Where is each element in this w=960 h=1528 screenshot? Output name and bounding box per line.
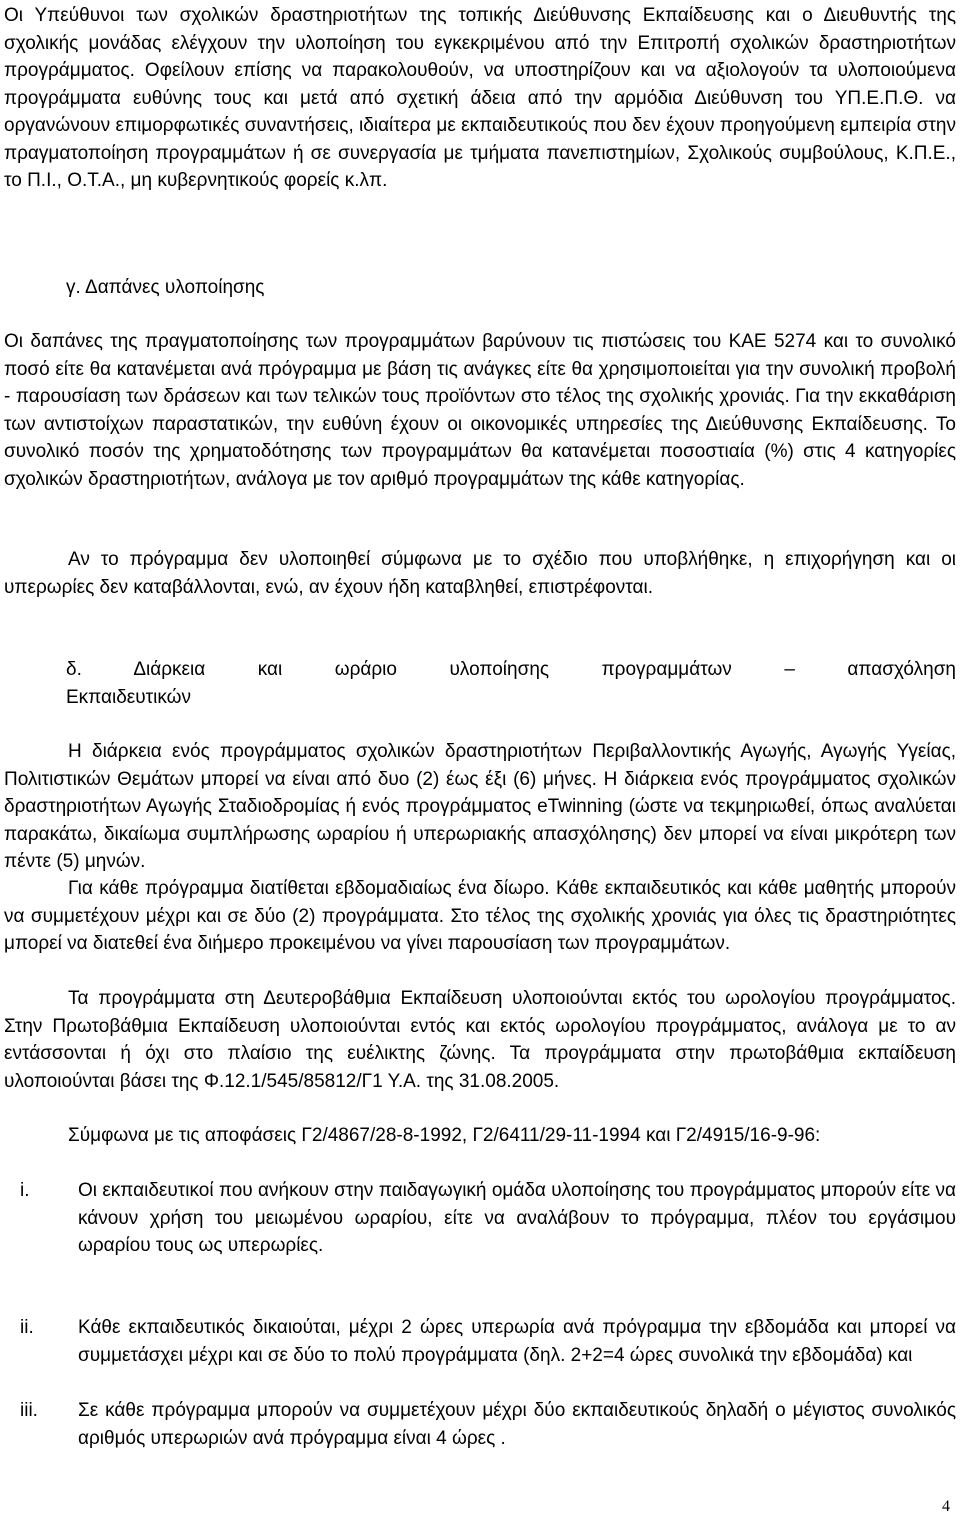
paragraph-expenses: Οι δαπάνες της πραγματοποίησης των προγραμμάτων βαρύνουν τις πιστώσεις του ΚΑΕ 5274 και το συνολικό ποσό είτε θα κατανέμεται ανά πρόγραμμα με βάση τις ανάγκες είτε θα χρησιμοποιείται για την συνολική προβολή - παρουσίαση των δράσεων και των τελικών τους προϊόντων στο τέλος της σχολικής χρονιάς. Για την εκκαθάριση των αντιστοίχων παραστατικών, την ευθύνη έχουν οι οικονομικές υπηρεσίες της Διεύθυνσης Εκπαίδευσης. Το συνολικό ποσόν της χρηματοδότησης των προγραμμάτων θα κατανέμεται ποσοστιαία (%) στις 4 κατηγορίες σχολικών δραστηριοτήτων, ανάλογα με τον αριθμό προγραμμάτων της κάθε κατηγορίας.	[4, 331, 956, 490]
paragraph-decisions: Σύμφωνα με τις αποφάσεις Γ2/4867/28-8-1992, Γ2/6411/29-11-1994 και Γ2/4915/16-9-96:	[68, 1125, 821, 1146]
list-item-number: iii.	[20, 1400, 38, 1421]
paragraph-supervisors: Οι Υπεύθυνοι των σχολικών δραστηριοτήτων της τοπικής Διεύθυνσης Εκπαίδευσης και ο Διευθυντής της σχολικής μονάδας ελέγχουν την υλοποίηση του εγκεκριμένου από την Επιτροπή σχολικών δραστηριοτήτων προγράμματος. Οφείλουν επίσης να παρακολουθούν, να υποστηρίζουν και να αξιολογούν τα υλοποιούμενα προγράμματα ευθύνης τους και μετά από σχετική άδεια από την αρμόδια Διεύθυνση του ΥΠ.Ε.Π.Θ. να οργανώνουν επιμορφωτικές συναντήσεις, ιδιαίτερα με εκπαιδευτικούς που δεν έχουν προηγούμενη εμπειρία στην πραγματοποίηση προγραμμάτων ή σε συνεργασία με τμήματα πανεπιστημίων, Σχολικούς συμβούλους, Κ.Π.Ε., το Π.Ι., Ο.Τ.Α., μη κυβερνητικούς φορείς κ.λπ.	[4, 5, 956, 191]
list-item: Σε κάθε πρόγραμμα μπορούν να συμμετέχουν μέχρι δύο εκπαιδευτικούς δηλαδή ο μέγιστος συνολικός αριθμός υπερωριών ανά πρόγραμμα είναι 4 ώρες .	[78, 1400, 956, 1449]
paragraph-curriculum: Τα προγράμματα στη Δευτεροβάθμια Εκπαίδευση υλοποιούνται εκτός του ωρολογίου προγράμματος. Στην Πρωτοβάθμια Εκπαίδευση υλοποιούνται εντός και εκτός ωρολογίου προγράμματος, ανάλογα με το αν εντάσσονται ή όχι στο πλαίσιο της ευέλικτης ζώνης. Τα προγράμματα στην πρωτοβάθμια εκπαίδευση υλοποιούνται βάσει της Φ.12.1/545/85812/Γ1 Υ.Α. της 31.08.2005.	[4, 988, 956, 1092]
paragraph-weekly-hours: Για κάθε πρόγραμμα διατίθεται εβδομαδιαίως ένα δίωρο. Κάθε εκπαιδευτικός και κάθε μαθητής μπορούν να συμμετέχουν μέχρι και σε δύο (2) προγράμματα. Στο τέλος της σχολικής χρονιάς για όλες τις δραστηριότητες μπορεί να διατεθεί ένα διήμερο προκειμένου να γίνει παρουσίαση των προγραμμάτων.	[4, 878, 956, 954]
paragraph-refund: Αν το πρόγραμμα δεν υλοποιηθεί σύμφωνα με το σχέδιο που υποβλήθηκε, η επιχορήγηση και οι υπερωρίες δεν καταβάλλονται, ενώ, αν έχουν ήδη καταβληθεί, επιστρέφονται.	[4, 549, 956, 598]
list-item-number: i.	[20, 1180, 30, 1201]
heading-expenses: γ. Δαπάνες υλοποίησης	[66, 277, 265, 298]
paragraph-duration: Η διάρκεια ενός προγράμματος σχολικών δραστηριοτήτων Περιβαλλοντικής Αγωγής, Αγωγής Υγείας, Πολιτιστικών Θεμάτων μπορεί να είναι από δυο (2) έως έξι (6) μήνες. Η διάρκεια ενός προγράμματος σχολικών δραστηριοτήτων Αγωγής Σταδιοδρομίας ή ενός προγράμματος eTwinning (ώστε να τεκμηριωθεί, όπως αναλύεται παρακάτω, δικαίωμα συμπλήρωσης ωραρίου ή υπερωριακής απασχόλησης) δεν μπορεί να είναι μικρότερη των πέντε (5) μηνών.	[4, 741, 956, 872]
list-item-number: ii.	[20, 1317, 34, 1338]
page-number: 4	[942, 1498, 950, 1515]
heading-duration-line2: Εκπαιδευτικών	[66, 687, 191, 708]
heading-duration-line1: δ. Διάρκεια και ωράριο υλοποίησης προγραμμάτων – απασχόληση	[66, 659, 956, 680]
list-item: Οι εκπαιδευτικοί που ανήκουν στην παιδαγωγική ομάδα υλοποίησης του προγράμματος μπορούν είτε να κάνουν χρήση του μειωμένου ωραρίου, είτε να αναλάβουν το πρόγραμμα, πλέον του εργάσιμου ωραρίου τους ως υπερωρίες.	[78, 1180, 956, 1256]
list-item: Κάθε εκπαιδευτικός δικαιούται, μέχρι 2 ώρες υπερωρία ανά πρόγραμμα την εβδομάδα και μπορεί να συμμετάσχει μέχρι και σε δύο το πολύ προγράμματα (δηλ. 2+2=4 ώρες συνολικά την εβδομάδα) και	[78, 1317, 956, 1366]
